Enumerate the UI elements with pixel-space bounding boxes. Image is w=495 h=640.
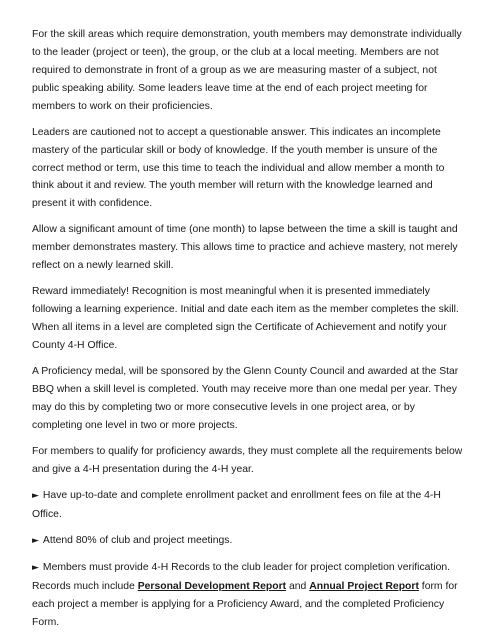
bullet-text: form for each project a member is applying for a Proficiency Award, and the completed Proficiency Form. xyxy=(32,580,458,628)
paragraph-proficiency-medal: A Proficiency medal, will be sponsored by the Glenn County Council and awarded at the Star BBQ when a skill level is completed. Youth may receive more than one medal per year. They may do this by completing two or more consecutive levels in one project area, or by completing one level in two or more projects. xyxy=(32,366,459,431)
paragraph-time-lapse: Allow a significant amount of time (one month) to lapse between the time a skill is taught and member demonstrates mastery. This allows time to practice and achieve mastery, not merely reflect on a newly learned skill. xyxy=(32,224,458,272)
bullet-text: Attend 80% of club and project meetings. xyxy=(42,534,233,546)
paragraph-qualify: For members to qualify for proficiency awards, they must complete all the requirements below and give a 4-H presentation during the 4-H year. xyxy=(32,445,463,475)
page-body xyxy=(32,26,463,640)
bullet-text: Have up-to-date and complete enrollment packet and enrollment fees on file at the 4-H Office. xyxy=(32,489,441,520)
arrow-bullet-icon: ► xyxy=(32,563,39,574)
bullet-attendance xyxy=(32,532,463,551)
bullet-enrollment xyxy=(32,487,463,524)
annual-project-report-link[interactable]: Annual Project Report xyxy=(309,580,419,592)
bullet-text: and xyxy=(286,580,310,592)
arrow-bullet-icon: ► xyxy=(32,490,39,501)
personal-development-report-link[interactable]: Personal Development Report xyxy=(137,580,287,592)
paragraph-questionable-answer: Leaders are cautioned not to accept a questionable answer. This indicates an incomplete mastery of the particular skill or body of knowledge. If the youth member is unsure of the correct method or term, use this time to teach the individual and allow member a month to think about it and review. The youth member will return with the knowledge learned and present it with confidence. xyxy=(32,126,445,210)
bullet-records xyxy=(32,559,463,632)
paragraph-reward: Reward immediately! Recognition is most meaningful when it is presented immediately following a learning experience. Initial and date each item as the member completes the skill. When all items in a level are completed sign the Certificate of Achievement and notify your County 4-H Office. xyxy=(32,286,459,352)
arrow-bullet-icon: ► xyxy=(32,535,39,546)
paragraph-demonstration: For the skill areas which require demonstration, youth members may demonstrate individually to the leader (project or teen), the group, or the club at a local meeting. Members are not required to demonstrate in front of a group as we are measuring master of a subject, not public speaking ability. Some leaders leave time at the end of each project meeting for members to work on their proficiencies. xyxy=(32,29,462,112)
bullet-text: Members must provide 4-H Records to the club leader for project completion verification. Records much include xyxy=(32,562,451,592)
